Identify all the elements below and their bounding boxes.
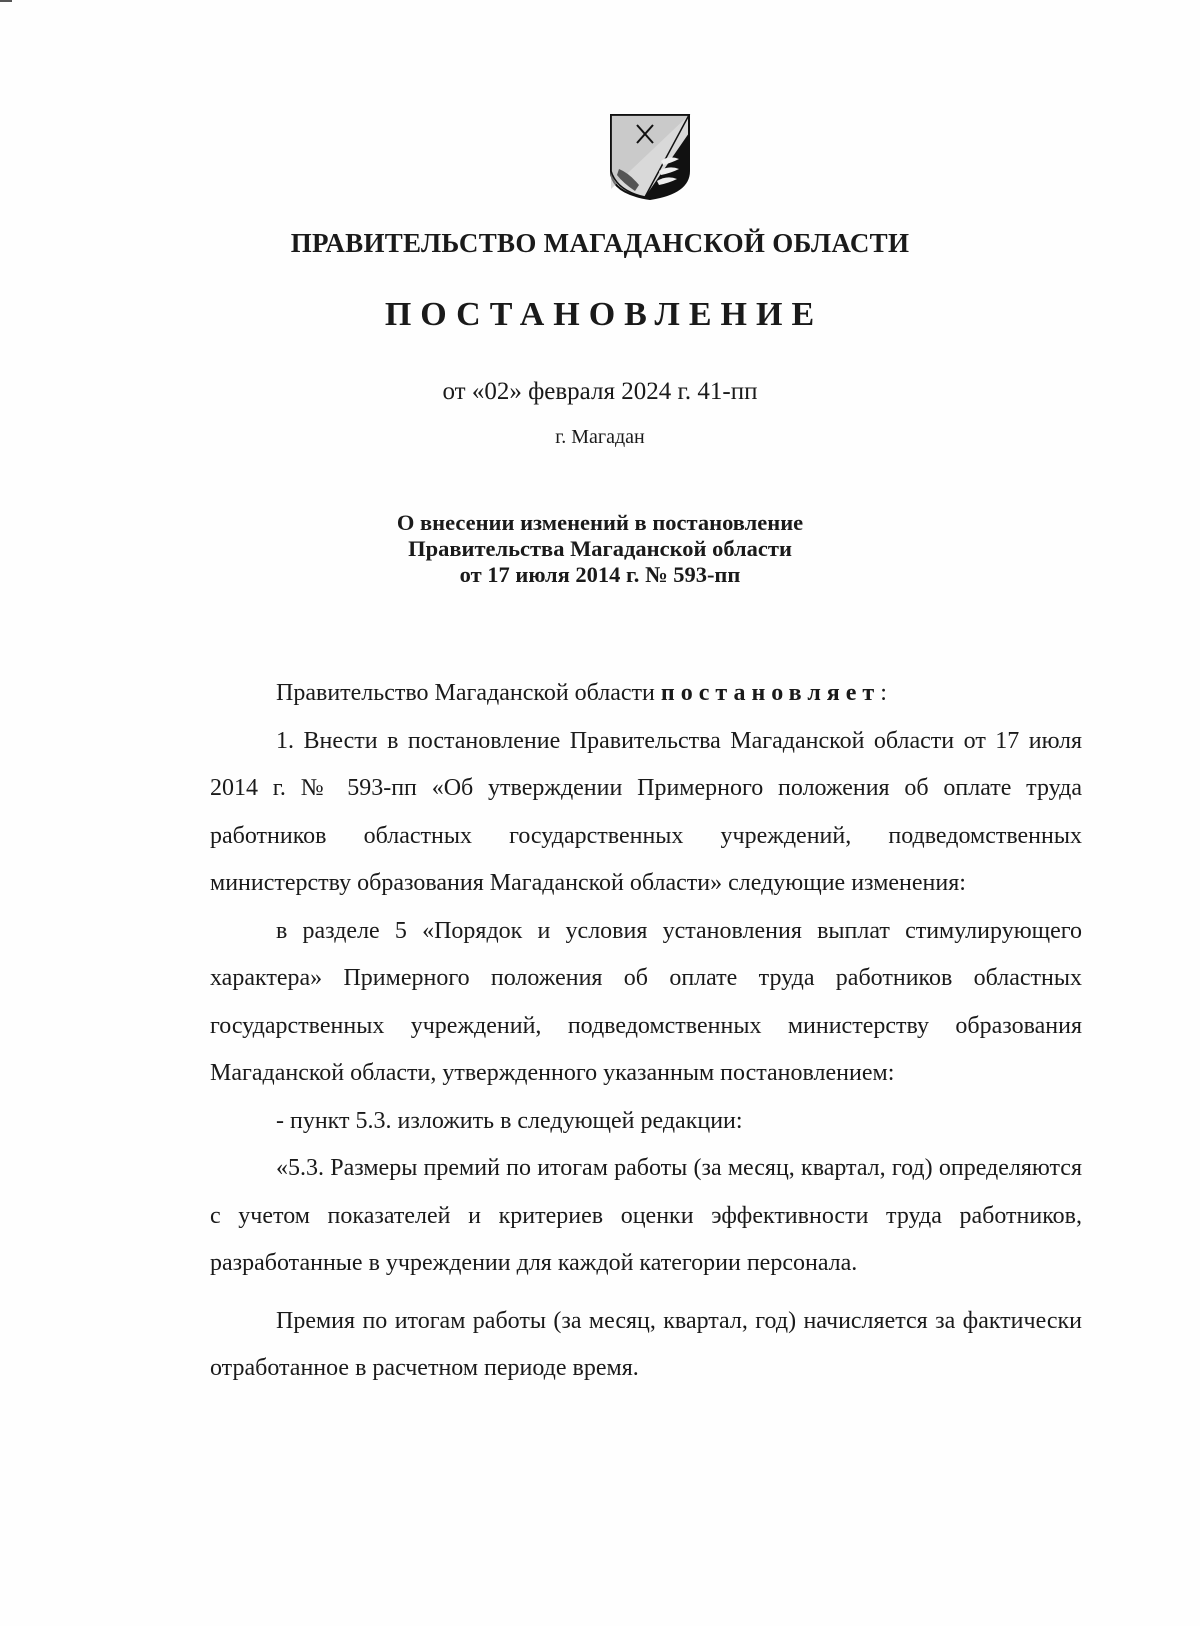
title-line-1: О внесении изменений в постановление [396,510,804,535]
paragraph-2: в разделе 5 «Порядок и условия установления выплат стимулирующего характера» Примерного положения об оплате труда работников областных государственных учреждений, подведомственных министерству образования Магаданской области, утвержденного указанным постановлением: [210,917,1082,1086]
title-line-3: от 17 июля 2014 г. № 593-пп [459,562,741,587]
paragraph-5: Премия по итогам работы (за месяц, квартал, год) начисляется за фактически отработанное в расчетном периоде время. [210,1307,1082,1381]
intro-text: Правительство Магаданской области [276,680,661,706]
document-date-number: от «02» февраля 2024 г. 41-пп [442,378,758,405]
government-name: ПРАВИТЕЛЬСТВО МАГАДАНСКОЙ ОБЛАСТИ [290,228,910,258]
document-city: г. Магадан [555,426,645,448]
document-title [0,510,1200,588]
document-body [210,670,1082,1393]
intro-paragraph [210,670,1082,718]
resolves-word: постановляет [660,680,881,706]
magadan-coat-of-arms-icon [609,113,691,201]
scan-mark [0,0,12,2]
title-line-2: Правительства Магаданской области [408,536,792,561]
paragraph-gap [210,1288,1082,1298]
paragraph-4: «5.3. Размеры премий по итогам работы (за месяц, квартал, год) определяются с учетом показателей и критериев оценки эффективности труда работников, разработанные в учреждении для каждой категории персонала. [210,1155,1082,1276]
paragraph-3: - пункт 5.3. изложить в следующей редакции: [276,1107,743,1134]
intro-colon: : [880,680,887,706]
document-type: ПОСТАНОВЛЕНИЕ [384,296,824,333]
paragraph-1: 1. Внести в постановление Правительства Магаданской области от 17 июля 2014 г. № 593-пп «Об утверждении Примерного положения об оплате труда работников областных государственных учреждений, подведомственных министерству образования Магаданской области» следующие изменения: [210,727,1082,896]
